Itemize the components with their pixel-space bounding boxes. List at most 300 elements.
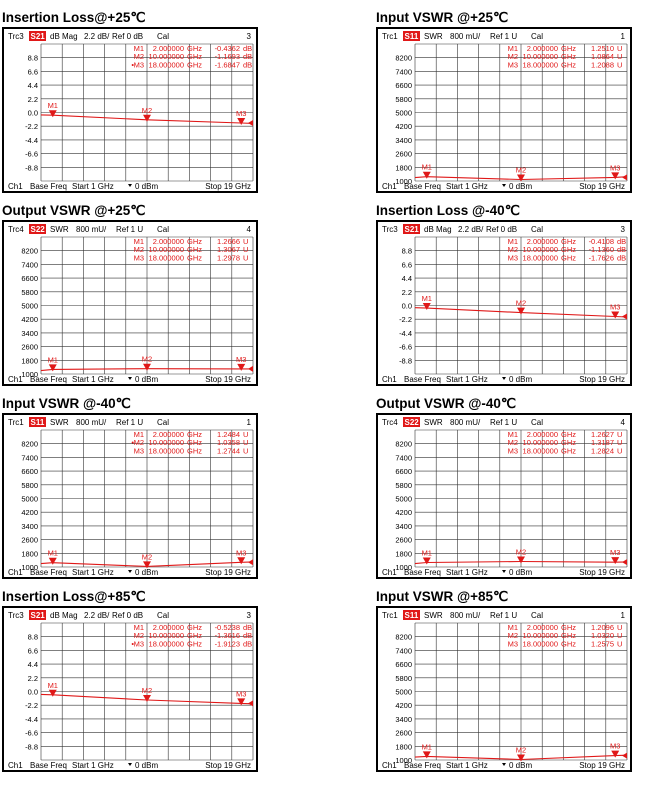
marker-readout-freq: 2.000000 (152, 237, 184, 246)
ref-label: Ref 1 U (490, 32, 518, 41)
y-tick-label: 1800 (395, 163, 412, 173)
y-tick-label: 2.2 (27, 673, 38, 683)
y-tick-label: 8200 (395, 53, 412, 63)
marker-label: M3 (236, 354, 247, 364)
marker-m2-triangle[interactable] (517, 175, 525, 182)
marker-readout-value-unit: U (243, 446, 249, 456)
y-tick-label: 7400 (21, 453, 38, 463)
marker-readout-unit: GHz (187, 639, 202, 649)
y-tick-label: 6.6 (401, 260, 412, 270)
marker-m1-triangle[interactable] (49, 364, 57, 371)
panel-title: Insertion Loss @-40℃ (376, 203, 520, 218)
marker-readout-unit: GHz (561, 60, 576, 70)
active-marker-dot-icon: • (131, 438, 134, 448)
marker-readout-value: -1.1360 (588, 245, 614, 255)
analyzer-screen (2, 220, 258, 386)
param-badge-label: S21 (404, 225, 419, 234)
base-freq-label: Base Freq (30, 761, 67, 770)
format-label: dB Mag (424, 225, 452, 234)
y-tick-label: 2.2 (401, 287, 412, 297)
reference-arrow-icon (622, 313, 627, 319)
marker-m1-triangle[interactable] (423, 172, 431, 179)
marker-readout-freq: 18.000000 (522, 639, 558, 649)
marker-readout-value: 1.3067 (217, 245, 240, 255)
format-label: dB Mag (50, 611, 78, 620)
y-tick-label: 1000 (21, 563, 38, 572)
y-tick-label: 1000 (395, 177, 412, 186)
y-tick-label: -6.6 (25, 149, 38, 159)
reference-arrow-icon (622, 753, 627, 759)
marker-readout-freq: 18.000000 (148, 253, 184, 263)
start-freq-label: Start 1 GHz (446, 375, 488, 384)
marker-m2-triangle[interactable] (143, 115, 151, 122)
marker-readout-name: M2 (133, 438, 144, 448)
marker-readout-name: M2 (133, 245, 144, 255)
y-tick-label: 8200 (21, 439, 38, 449)
base-freq-label: Base Freq (30, 182, 67, 191)
y-tick-label: 2.2 (27, 94, 38, 104)
stop-freq-label: Stop 19 GHz (579, 182, 625, 191)
trace-plot (378, 222, 630, 384)
trace-number: 3 (246, 32, 251, 41)
y-tick-label: 7400 (395, 646, 412, 656)
analyzer-screen (376, 220, 632, 386)
y-tick-label: -2.2 (399, 315, 412, 325)
marker-readout-value: 1.2824 (591, 446, 614, 456)
y-tick-label: -8.8 (399, 356, 412, 366)
marker-readout-value-unit: dB (617, 253, 627, 263)
y-tick-label: 8.8 (27, 53, 38, 63)
stop-freq-label: Stop 19 GHz (205, 761, 251, 770)
trace-number: 4 (620, 418, 625, 427)
scale-label: 2.2 dB/ (84, 611, 110, 620)
ref-label: Ref 1 U (490, 418, 518, 427)
y-tick-label: -4.4 (25, 135, 38, 145)
marker-label: M3 (236, 548, 247, 558)
panel-title: Output VSWR @-40℃ (376, 396, 517, 411)
y-tick-label: 5000 (395, 494, 412, 504)
panel-title: Insertion Loss@+25℃ (2, 10, 146, 25)
marker-m3-triangle[interactable] (611, 557, 619, 564)
channel-label: Ch1 (382, 182, 397, 191)
marker-readout-freq: 18.000000 (522, 446, 558, 456)
marker-m3-triangle[interactable] (237, 698, 245, 705)
marker-readout-name: M3 (133, 446, 144, 456)
trace-label: Trc4 (8, 225, 24, 234)
scale-label: 800 mU/ (450, 418, 481, 427)
marker-readout-value-unit: U (243, 253, 249, 263)
trace-label: Trc3 (8, 611, 24, 620)
marker-readout-value: 1.2627 (591, 430, 614, 439)
y-tick-label: 7400 (395, 67, 412, 77)
base-freq-label: Base Freq (404, 761, 441, 770)
marker-readout-name: M2 (507, 245, 518, 255)
analyzer-screen (376, 27, 632, 193)
start-freq-label: Start 1 GHz (446, 761, 488, 770)
marker-readout-unit: GHz (187, 44, 202, 53)
param-badge-label: S11 (404, 32, 419, 41)
marker-readout-unit: GHz (187, 446, 202, 456)
y-tick-label: 4200 (395, 508, 412, 518)
y-tick-label: 2600 (21, 342, 38, 352)
channel-label: Ch1 (382, 375, 397, 384)
y-tick-label: -4.4 (25, 714, 38, 724)
marker-readout-value-unit: U (617, 438, 623, 448)
marker-readout-value: 1.0358 (217, 438, 240, 448)
marker-readout-freq: 10.000000 (522, 245, 558, 255)
cal-label: Cal (157, 225, 170, 234)
y-tick-label: 5000 (395, 108, 412, 118)
y-tick-label: -8.8 (25, 742, 38, 752)
marker-m3-triangle[interactable] (611, 311, 619, 318)
y-tick-label: 4200 (21, 315, 38, 325)
trace-number: 3 (620, 225, 625, 234)
marker-readout-name: M3 (133, 60, 144, 70)
channel-label: Ch1 (8, 761, 23, 770)
power-label: 0 dBm (135, 568, 159, 577)
y-tick-label: 1800 (395, 549, 412, 559)
y-tick-label: 8200 (395, 632, 412, 642)
y-tick-label: 1000 (395, 756, 412, 765)
y-tick-label: 6600 (21, 274, 38, 284)
marker-label: M2 (515, 165, 527, 175)
y-tick-label: 7400 (21, 260, 38, 270)
reference-arrow-icon (248, 559, 253, 565)
marker-m2-triangle[interactable] (143, 364, 151, 371)
marker-readout-freq: 10.000000 (522, 631, 558, 641)
scale-label: 2.2 dB/ (458, 225, 484, 234)
marker-readout-freq: 18.000000 (148, 639, 184, 649)
marker-readout-value: -1.1693 (214, 52, 240, 62)
marker-m1-triangle[interactable] (423, 303, 431, 310)
marker-readout-name: M1 (133, 623, 144, 632)
marker-readout-value: -0.5238 (214, 623, 240, 632)
marker-readout-value-unit: U (617, 60, 623, 70)
marker-label: M1 (421, 294, 432, 304)
stop-freq-label: Stop 19 GHz (579, 568, 625, 577)
panel-title: Insertion Loss@+85℃ (2, 589, 146, 604)
ref-label: Ref 0 dB (112, 32, 144, 41)
marker-readout-name: M1 (507, 623, 518, 632)
y-tick-label: 1800 (21, 356, 38, 366)
marker-m2-triangle[interactable] (517, 557, 525, 564)
y-tick-label: 4200 (395, 701, 412, 711)
marker-label: M2 (141, 354, 153, 364)
format-label: SWR (50, 418, 69, 427)
trace-plot (378, 608, 630, 770)
marker-readout-value: -1.6847 (214, 60, 240, 70)
chart-panel (376, 10, 638, 191)
trace-number: 4 (246, 225, 251, 234)
param-badge-label: S22 (404, 418, 419, 427)
cal-label: Cal (157, 418, 170, 427)
power-arrow-icon (502, 184, 506, 187)
marker-readout-unit: GHz (561, 245, 576, 255)
y-tick-label: 3400 (395, 521, 412, 531)
marker-readout-freq: 10.000000 (148, 438, 184, 448)
power-label: 0 dBm (509, 182, 533, 191)
reference-arrow-icon (248, 366, 253, 372)
analyzer-screen (2, 413, 258, 579)
power-arrow-icon (502, 763, 506, 766)
marker-readout-freq: 10.000000 (148, 245, 184, 255)
marker-label: M2 (515, 745, 527, 755)
base-freq-label: Base Freq (404, 182, 441, 191)
marker-readout-value: 1.0320 (591, 631, 614, 641)
y-tick-label: 5800 (395, 673, 412, 683)
marker-m1-triangle[interactable] (49, 690, 57, 697)
marker-readout-value-unit: dB (617, 237, 627, 246)
channel-label: Ch1 (8, 182, 23, 191)
marker-m3-triangle[interactable] (611, 751, 619, 758)
reference-arrow-icon (622, 559, 627, 565)
param-badge-label: S22 (30, 225, 45, 234)
param-badge-label: S11 (30, 418, 45, 427)
marker-readout-freq: 2.000000 (526, 44, 558, 53)
marker-readout-unit: GHz (187, 438, 202, 448)
y-tick-label: 5000 (395, 687, 412, 697)
marker-readout-name: M1 (507, 237, 518, 246)
y-tick-label: 1800 (21, 549, 38, 559)
panel-title: Output VSWR @+25℃ (2, 203, 146, 218)
y-tick-label: 5800 (395, 94, 412, 104)
y-tick-label: 4.4 (27, 81, 38, 91)
format-label: SWR (50, 225, 69, 234)
scale-label: 2.2 dB/ (84, 32, 110, 41)
marker-readout-name: M3 (507, 60, 518, 70)
marker-label: M1 (421, 548, 432, 558)
marker-label: M1 (421, 162, 432, 172)
trace-plot (378, 415, 630, 577)
marker-readout-unit: GHz (187, 60, 202, 70)
trace-number: 1 (246, 418, 251, 427)
marker-readout-freq: 10.000000 (522, 438, 558, 448)
ref-label: Ref 0 dB (112, 611, 144, 620)
cal-label: Cal (531, 418, 544, 427)
scale-label: 800 mU/ (76, 225, 107, 234)
marker-readout-unit: GHz (561, 52, 576, 62)
y-tick-label: 1000 (395, 563, 412, 572)
y-tick-label: 2600 (395, 535, 412, 545)
y-tick-label: -8.8 (25, 163, 38, 173)
marker-m3-triangle[interactable] (237, 557, 245, 564)
marker-readout-value-unit: U (243, 430, 249, 439)
marker-readout-value-unit: U (617, 631, 623, 641)
base-freq-label: Base Freq (30, 568, 67, 577)
y-tick-label: 3400 (395, 714, 412, 724)
reference-arrow-icon (248, 120, 253, 126)
start-freq-label: Start 1 GHz (72, 568, 114, 577)
marker-readout-freq: 18.000000 (148, 446, 184, 456)
power-label: 0 dBm (509, 375, 533, 384)
marker-readout-unit: GHz (187, 623, 202, 632)
marker-m1-triangle[interactable] (423, 751, 431, 758)
y-tick-label: -4.4 (399, 328, 412, 338)
format-label: dB Mag (50, 32, 78, 41)
y-tick-label: 8.8 (27, 632, 38, 642)
power-arrow-icon (128, 184, 132, 187)
format-label: SWR (424, 611, 443, 620)
y-tick-label: 3400 (21, 328, 38, 338)
marker-readout-unit: GHz (561, 631, 576, 641)
power-label: 0 dBm (509, 568, 533, 577)
marker-m1-triangle[interactable] (49, 110, 57, 117)
y-tick-label: 3400 (21, 521, 38, 531)
format-label: SWR (424, 418, 443, 427)
marker-readout-name: M2 (507, 52, 518, 62)
marker-readout-value: 1.2484 (217, 430, 240, 439)
cal-label: Cal (531, 32, 544, 41)
channel-label: Ch1 (8, 375, 23, 384)
panel-title: Input VSWR @-40℃ (2, 396, 131, 411)
marker-readout-unit: GHz (561, 237, 576, 246)
power-label: 0 dBm (135, 761, 159, 770)
marker-label: M1 (47, 101, 58, 111)
scale-label: 800 mU/ (76, 418, 107, 427)
marker-readout-unit: GHz (187, 631, 202, 641)
marker-readout-freq: 18.000000 (522, 60, 558, 70)
marker-readout-value: 1.0864 (591, 52, 614, 62)
marker-readout-value: 1.2744 (217, 446, 240, 456)
y-tick-label: 0.0 (27, 108, 38, 118)
y-tick-label: 5000 (21, 494, 38, 504)
marker-readout-unit: GHz (187, 245, 202, 255)
y-tick-label: -2.2 (25, 701, 38, 711)
cal-label: Cal (157, 611, 170, 620)
marker-label: M3 (610, 163, 621, 173)
trace-number: 1 (620, 611, 625, 620)
marker-readout-name: M2 (507, 438, 518, 448)
cal-label: Cal (157, 32, 170, 41)
marker-label: M1 (421, 742, 432, 752)
y-tick-label: 8200 (395, 439, 412, 449)
marker-readout-value: 1.2088 (591, 60, 614, 70)
marker-label: M2 (141, 552, 153, 562)
marker-readout-name: M2 (507, 631, 518, 641)
marker-readout-freq: 2.000000 (526, 430, 558, 439)
marker-m2-triangle[interactable] (517, 308, 525, 315)
marker-label: M1 (47, 355, 58, 365)
marker-readout-value-unit: dB (243, 639, 253, 649)
channel-label: Ch1 (382, 761, 397, 770)
marker-readout-name: M1 (507, 430, 518, 439)
start-freq-label: Start 1 GHz (72, 761, 114, 770)
marker-readout-name: M3 (133, 253, 144, 263)
trace-label: Trc3 (382, 225, 398, 234)
start-freq-label: Start 1 GHz (446, 568, 488, 577)
marker-readout-freq: 2.000000 (526, 623, 558, 632)
power-label: 0 dBm (135, 375, 159, 384)
chart-panel (2, 396, 264, 577)
marker-readout-value-unit: U (617, 639, 623, 649)
marker-m3-triangle[interactable] (237, 118, 245, 125)
trace-plot (4, 29, 256, 191)
marker-readout-value: -0.4362 (214, 44, 240, 53)
marker-readout-unit: GHz (561, 623, 576, 632)
channel-label: Ch1 (382, 568, 397, 577)
marker-readout-value-unit: U (617, 52, 623, 62)
trace-plot (4, 222, 256, 384)
y-tick-label: 3400 (395, 135, 412, 145)
marker-readout-name: M2 (133, 52, 144, 62)
y-tick-label: 4200 (21, 508, 38, 518)
power-label: 0 dBm (135, 182, 159, 191)
marker-m3-triangle[interactable] (237, 364, 245, 371)
marker-readout-value-unit: U (243, 237, 249, 246)
marker-readout-value-unit: U (617, 44, 623, 53)
marker-readout-unit: GHz (561, 430, 576, 439)
y-tick-label: -6.6 (25, 728, 38, 738)
chart-panel (2, 589, 264, 770)
y-tick-label: 4200 (395, 122, 412, 132)
ref-label: Ref 0 dB (486, 225, 518, 234)
marker-readout-freq: 18.000000 (522, 253, 558, 263)
marker-label: M2 (515, 547, 527, 557)
marker-m1-triangle[interactable] (49, 558, 57, 565)
trace-plot (4, 608, 256, 770)
marker-readout-freq: 18.000000 (148, 60, 184, 70)
marker-readout-name: M3 (507, 446, 518, 456)
marker-readout-value-unit: dB (243, 623, 253, 632)
reference-arrow-icon (248, 700, 253, 706)
y-tick-label: 8200 (21, 246, 38, 256)
format-label: SWR (424, 32, 443, 41)
y-tick-label: 6600 (21, 467, 38, 477)
marker-label: M1 (47, 548, 58, 558)
marker-m3-triangle[interactable] (611, 172, 619, 179)
marker-readout-value: 1.2666 (217, 237, 240, 246)
marker-label: M2 (141, 105, 153, 115)
marker-readout-value-unit: U (243, 438, 249, 448)
y-tick-label: 2600 (395, 728, 412, 738)
y-tick-label: 6.6 (27, 67, 38, 77)
marker-readout-freq: 2.000000 (152, 623, 184, 632)
panel-title: Input VSWR @+25℃ (376, 10, 509, 25)
power-arrow-icon (502, 570, 506, 573)
marker-readout-freq: 10.000000 (522, 52, 558, 62)
param-badge-label: S21 (30, 611, 45, 620)
marker-readout-value: 1.3187 (591, 438, 614, 448)
marker-readout-value-unit: dB (243, 631, 253, 641)
ref-label: Ref 1 U (116, 225, 144, 234)
marker-readout-unit: GHz (561, 639, 576, 649)
base-freq-label: Base Freq (404, 568, 441, 577)
marker-readout-freq: 10.000000 (148, 52, 184, 62)
analyzer-screen (2, 27, 258, 193)
y-tick-label: 5800 (395, 480, 412, 490)
stop-freq-label: Stop 19 GHz (205, 182, 251, 191)
marker-readout-value-unit: U (617, 430, 623, 439)
panel-title: Input VSWR @+85℃ (376, 589, 509, 604)
analyzer-screen (376, 413, 632, 579)
y-tick-label: 0.0 (27, 687, 38, 697)
marker-readout-value-unit: dB (243, 60, 253, 70)
marker-m1-triangle[interactable] (423, 558, 431, 565)
trace-plot (378, 29, 630, 191)
y-tick-label: 8.8 (401, 246, 412, 256)
scale-label: 800 mU/ (450, 32, 481, 41)
y-tick-label: 6.6 (27, 646, 38, 656)
marker-label: M1 (47, 680, 58, 690)
y-tick-label: -2.2 (25, 122, 38, 132)
y-tick-label: 6600 (395, 467, 412, 477)
power-arrow-icon (128, 570, 132, 573)
analyzer-screen (376, 606, 632, 772)
marker-m2-triangle[interactable] (143, 695, 151, 702)
cal-label: Cal (531, 225, 544, 234)
chart-panel (376, 396, 638, 577)
marker-readout-value: 1.2978 (217, 253, 240, 263)
